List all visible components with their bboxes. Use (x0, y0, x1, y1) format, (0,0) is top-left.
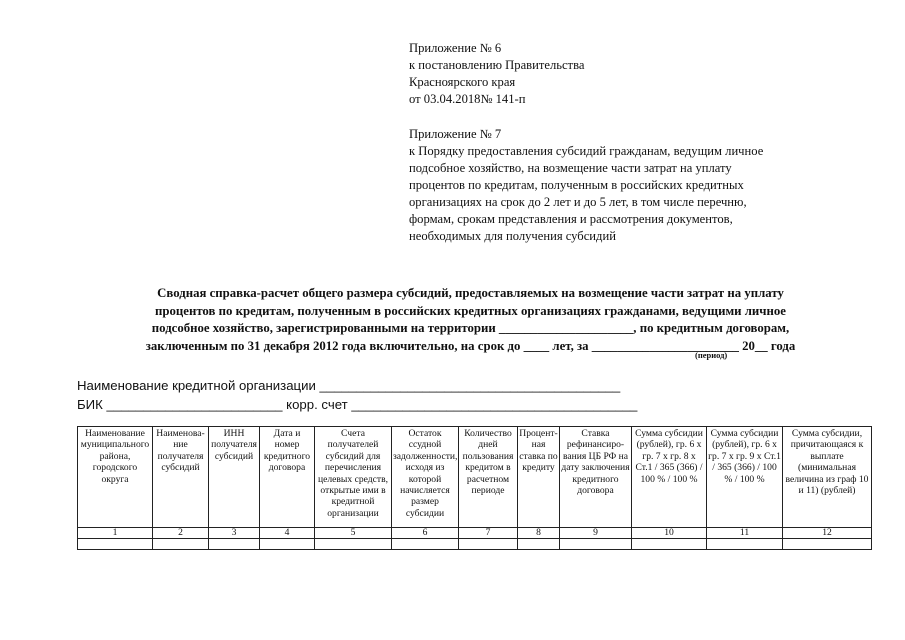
header-cell: Остаток ссудной задолженности, исходя из которой начисляется размер субсидии (392, 427, 459, 528)
column-number: 3 (209, 528, 260, 539)
appendix-6-line: Приложение № 6 (409, 41, 502, 55)
empty-cell (518, 539, 560, 550)
appendix-7-line: Приложение № 7 (409, 127, 502, 141)
header-cell: Ставка рефинансиро-вания ЦБ РФ на дату заключения кредитного договора (560, 427, 632, 528)
appendix-7-line: к Порядку предоставления субсидий гражданам, ведущим личное (409, 144, 764, 158)
header-cell: Сумма субсидии (рублей), гр. 6 х гр. 7 х гр. 8 х Ст.1 / 365 (366) / 100 % / 100 % (632, 427, 707, 528)
appendix-6-line: от 03.04.2018№ 141-п (409, 92, 526, 106)
period-note: (период) (695, 350, 728, 360)
empty-cell (560, 539, 632, 550)
header-cell: Счета получателей субсидий для перечисления целевых средств, открытые ими в кредитной организации (315, 427, 392, 528)
bik-corr-account-field: БИК ________________________ корр. счет _______________________________________ (77, 397, 638, 412)
column-number: 10 (632, 528, 707, 539)
empty-cell (260, 539, 315, 550)
header-cell: Процент-ная ставка по кредиту (518, 427, 560, 528)
header-cell: Наименование муниципального района, городского округа (78, 427, 153, 528)
document-title (58, 285, 883, 355)
column-number: 9 (560, 528, 632, 539)
empty-cell (78, 539, 153, 550)
credit-organization-field: Наименование кредитной организации _________________________________________ (77, 378, 621, 393)
calculation-table (77, 426, 872, 550)
empty-cell (632, 539, 707, 550)
column-number: 8 (518, 528, 560, 539)
empty-cell (153, 539, 209, 550)
title-line: Сводная справка-расчет общего размера субсидий, предоставляемых на возмещение части затрат на уплату (157, 286, 784, 300)
empty-cell (209, 539, 260, 550)
column-number: 4 (260, 528, 315, 539)
appendix-7-line: необходимых для получения субсидий (409, 229, 616, 243)
empty-cell (392, 539, 459, 550)
empty-cell (459, 539, 518, 550)
empty-cell (783, 539, 872, 550)
appendix-7-line: формам, срокам представления и рассмотрения документов, (409, 212, 733, 226)
appendix-6-line: к постановлению Правительства (409, 58, 585, 72)
appendix-6-line: Красноярского края (409, 75, 516, 89)
empty-cell (315, 539, 392, 550)
appendix-7-line: организациях на срок до 2 лет и до 5 лет, в том числе перечню, (409, 195, 747, 209)
table-header-row (78, 427, 872, 528)
title-line: процентов по кредитам, полученным в российских кредитных организациях гражданами, ведущими личное (155, 303, 786, 318)
column-number: 7 (459, 528, 518, 539)
title-line: заключенным по 31 декабря 2012 года включительно, на срок до ____ лет, за _______________________ 20__ года (145, 338, 796, 353)
appendix-7-line: процентов по кредитам, полученным в российских кредитных (409, 178, 744, 192)
column-number: 11 (707, 528, 783, 539)
header-cell: Наименова-ние получателя субсидий (153, 427, 209, 528)
column-number: 12 (783, 528, 872, 539)
column-number: 5 (315, 528, 392, 539)
header-cell: ИНН получателя субсидий (209, 427, 260, 528)
column-number-row (78, 528, 872, 539)
header-cell: Количество дней пользования кредитом в расчетном периоде (459, 427, 518, 528)
appendix-7-line: подсобное хозяйство, на возмещение части затрат на уплату (409, 161, 732, 175)
table-row (78, 539, 872, 550)
header-cell: Дата и номер кредитного договора (260, 427, 315, 528)
column-number: 2 (153, 528, 209, 539)
empty-cell (707, 539, 783, 550)
column-number: 6 (392, 528, 459, 539)
header-cell: Сумма субсидии, причитающаяся к выплате (минимальная величина из граф 10 и 11) (рублей) (783, 427, 872, 528)
appendix-6-block (409, 40, 879, 108)
header-cell: Сумма субсидии (рублей), гр. 6 х гр. 7 х гр. 9 х Ст.1 / 365 (366) / 100 % / 100 % (707, 427, 783, 528)
column-number: 1 (78, 528, 153, 539)
appendix-7-block (409, 126, 879, 245)
title-line: подсобное хозяйство, зарегистрированными на территории _____________________, по кредитным договорам, (151, 321, 790, 336)
